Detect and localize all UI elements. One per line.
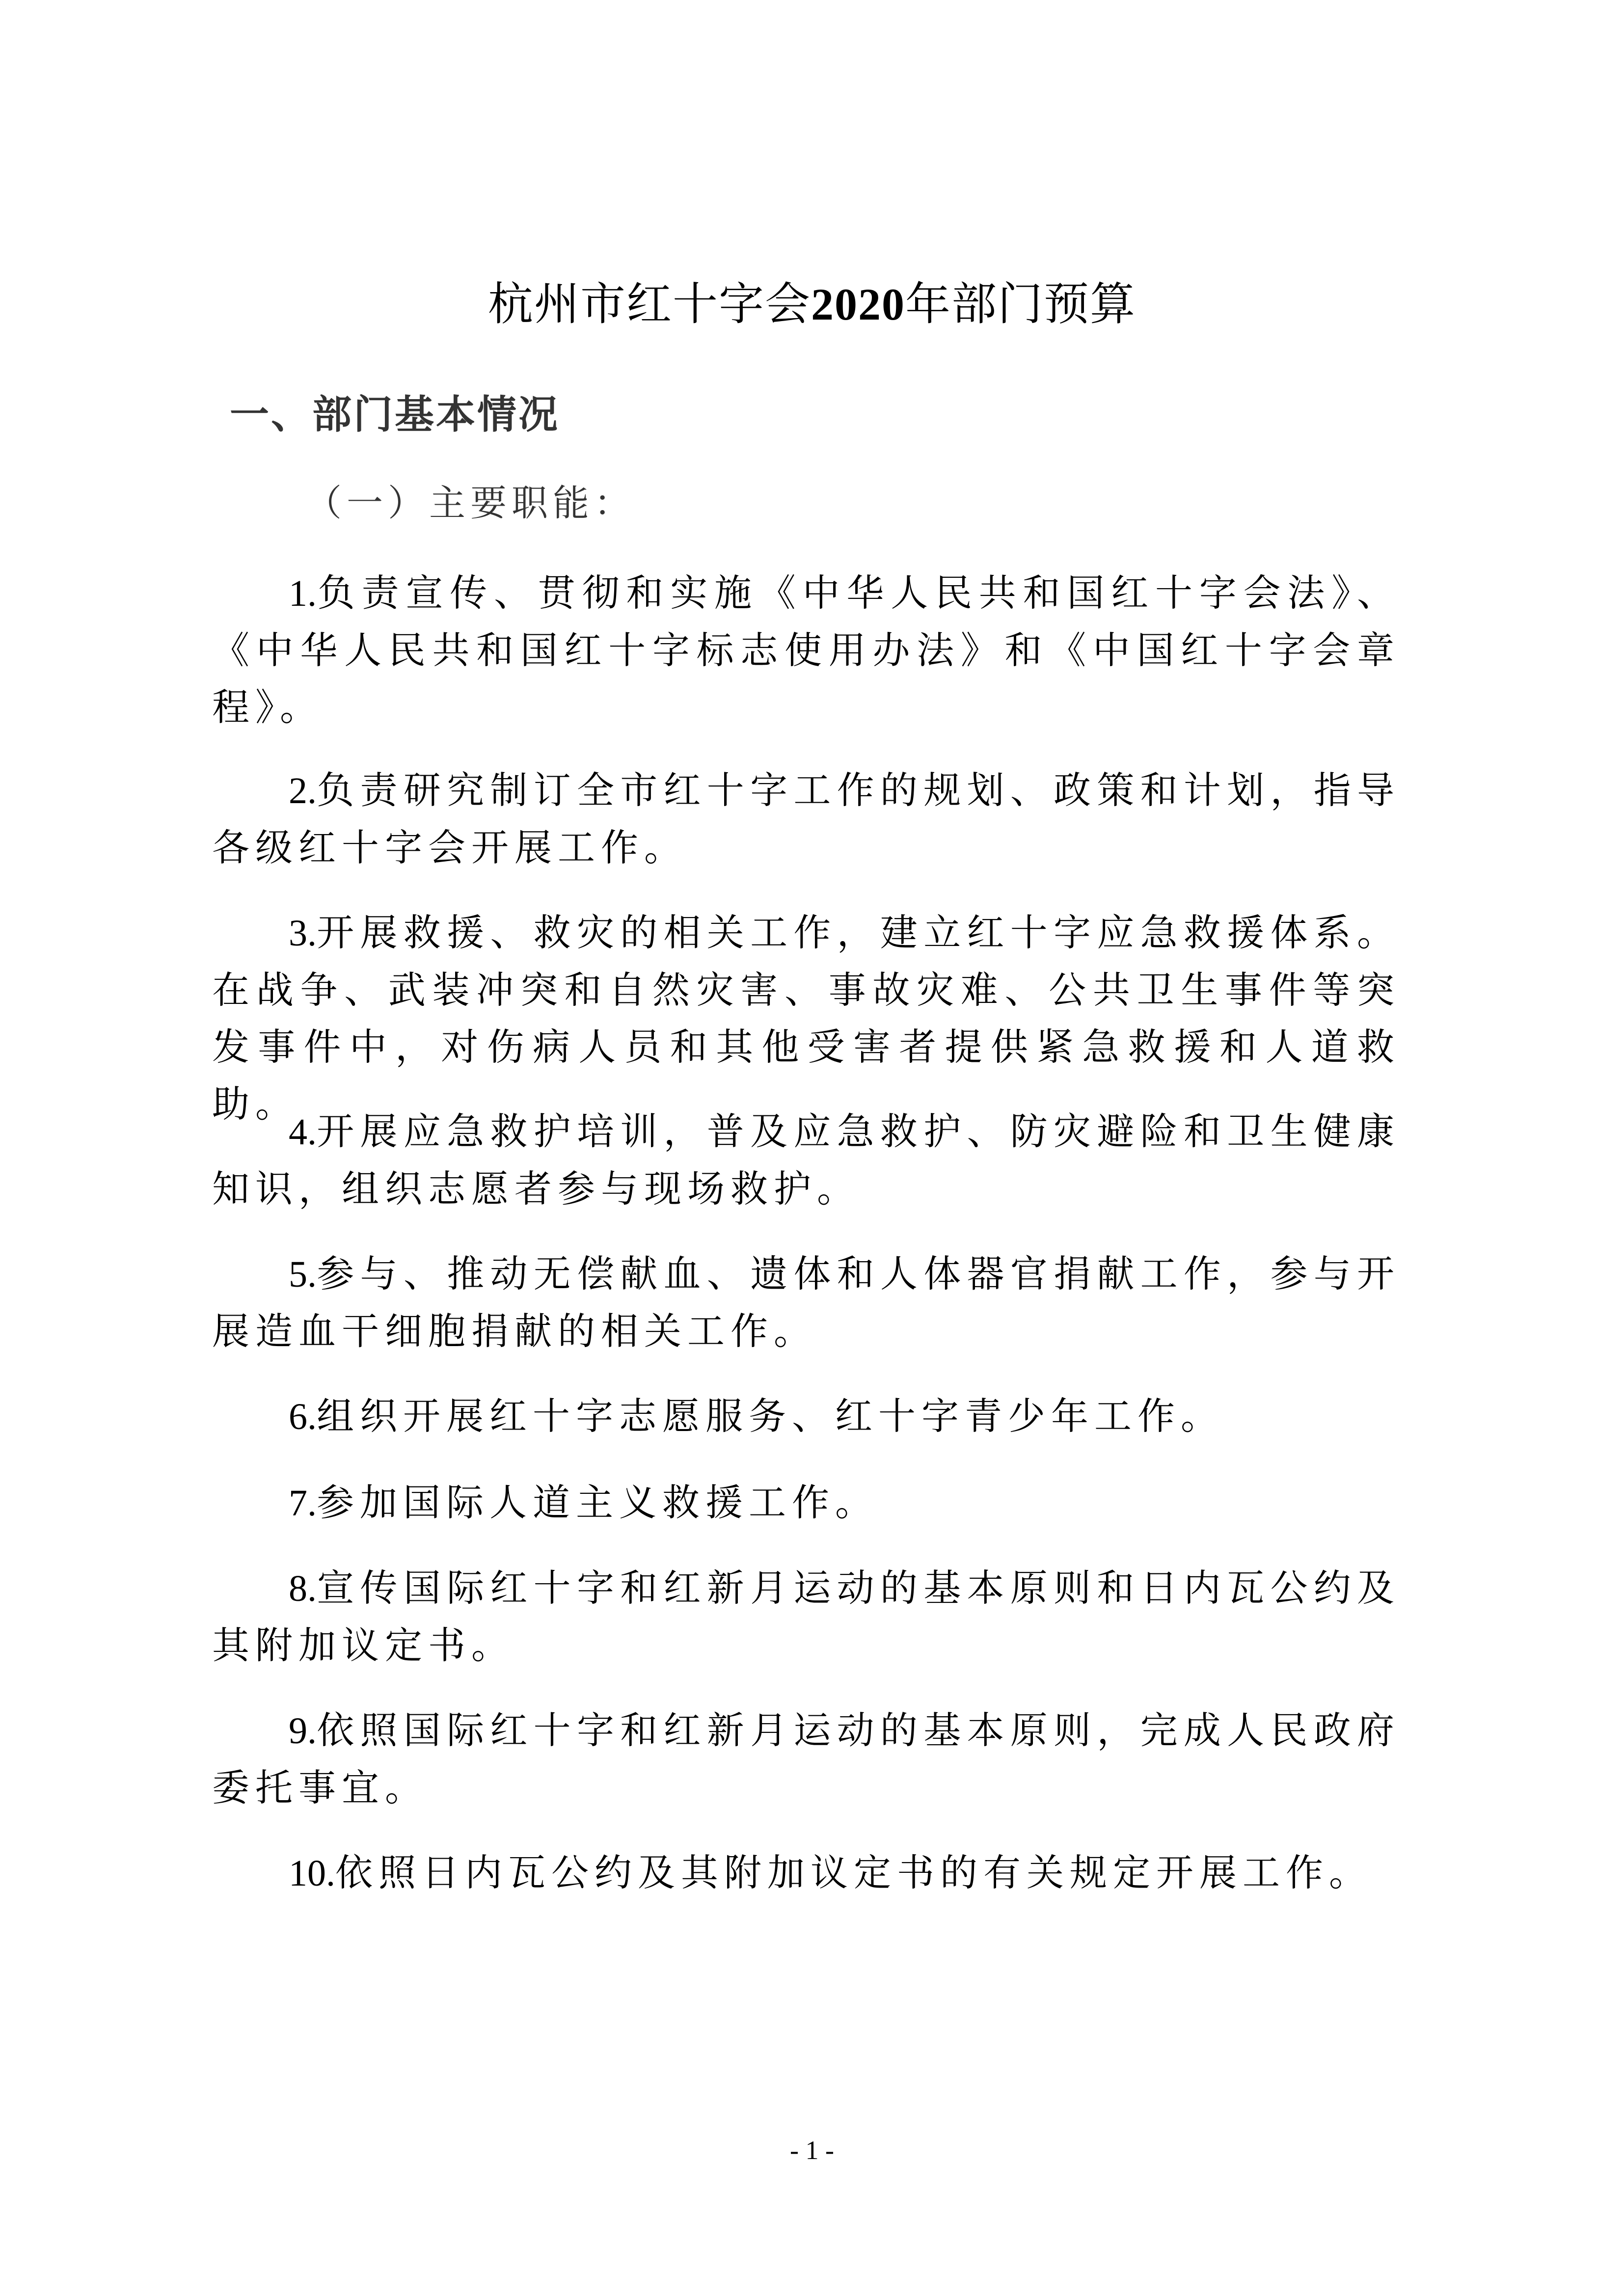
function-item-7 — [212, 1474, 1400, 1532]
item-text: 开展救援、救灾的相关工作，建立红十字应急救援体系。在战争、武装冲突和自然灾害、事故灾难、公共卫生事件等突发事件中，对伤病人员和其他受害者提供紧急救援和人道救助。 — [212, 911, 1400, 1126]
item-number: 5. — [289, 1254, 317, 1295]
item-text: 负责研究制订全市红十字工作的规划、政策和计划，指导各级红十字会开展工作。 — [212, 768, 1400, 869]
title-prefix: 杭州市红十字会 — [487, 278, 811, 330]
function-item-1 — [212, 565, 1400, 736]
item-text: 开展应急救护培训，普及应急救护、防灾避险和卫生健康知识，组织志愿者参与现场救护。 — [212, 1109, 1400, 1211]
item-text: 宣传国际红十字和红新月运动的基本原则和日内瓦公约及其附加议定书。 — [212, 1566, 1400, 1667]
item-text: 负责宣传、贯彻和实施《中华人民共和国红十字会法》、《中华人民共和国红十字标志使用办法》和《中国红十字会章程》。 — [212, 571, 1400, 729]
item-text: 依照国际红十字和红新月运动的基本原则，完成人民政府委托事宜。 — [212, 1708, 1400, 1810]
function-item-3 — [212, 904, 1400, 1133]
item-number: 2. — [289, 770, 317, 811]
function-item-8 — [212, 1560, 1400, 1674]
subsection-heading: （一）主要职能： — [305, 482, 635, 524]
function-item-10 — [212, 1844, 1400, 1902]
title-suffix: 年部门预算 — [905, 278, 1137, 330]
page-number: - 1 - — [790, 2135, 834, 2165]
function-item-6 — [212, 1388, 1400, 1445]
item-number: 4. — [289, 1111, 317, 1153]
item-number: 8. — [289, 1568, 317, 1609]
item-text: 依照日内瓦公约及其附加议定书的有关规定开展工作。 — [335, 1851, 1372, 1894]
item-text: 参加国际人道主义救援工作。 — [317, 1481, 878, 1524]
item-number: 6. — [289, 1396, 317, 1437]
item-number: 3. — [289, 913, 317, 954]
function-item-9 — [212, 1702, 1400, 1816]
function-item-4 — [212, 1103, 1400, 1217]
document-title — [0, 275, 1624, 334]
item-text: 参与、推动无偿献血、遗体和人体器官捐献工作，参与开 展造血干细胞捐献的相关工作。 — [212, 1252, 1400, 1353]
title-year: 2020 — [811, 279, 905, 329]
function-item-5 — [212, 1245, 1400, 1360]
item-number: 9. — [289, 1710, 317, 1752]
item-number: 1. — [289, 573, 317, 614]
section-heading: 一、部门基本情况 — [230, 392, 560, 437]
function-item-2 — [212, 762, 1400, 876]
item-text: 组织开展红十字志愿服务、红十字青少年工作。 — [317, 1394, 1224, 1438]
item-number: 10. — [289, 1853, 335, 1894]
item-number: 7. — [289, 1483, 317, 1524]
